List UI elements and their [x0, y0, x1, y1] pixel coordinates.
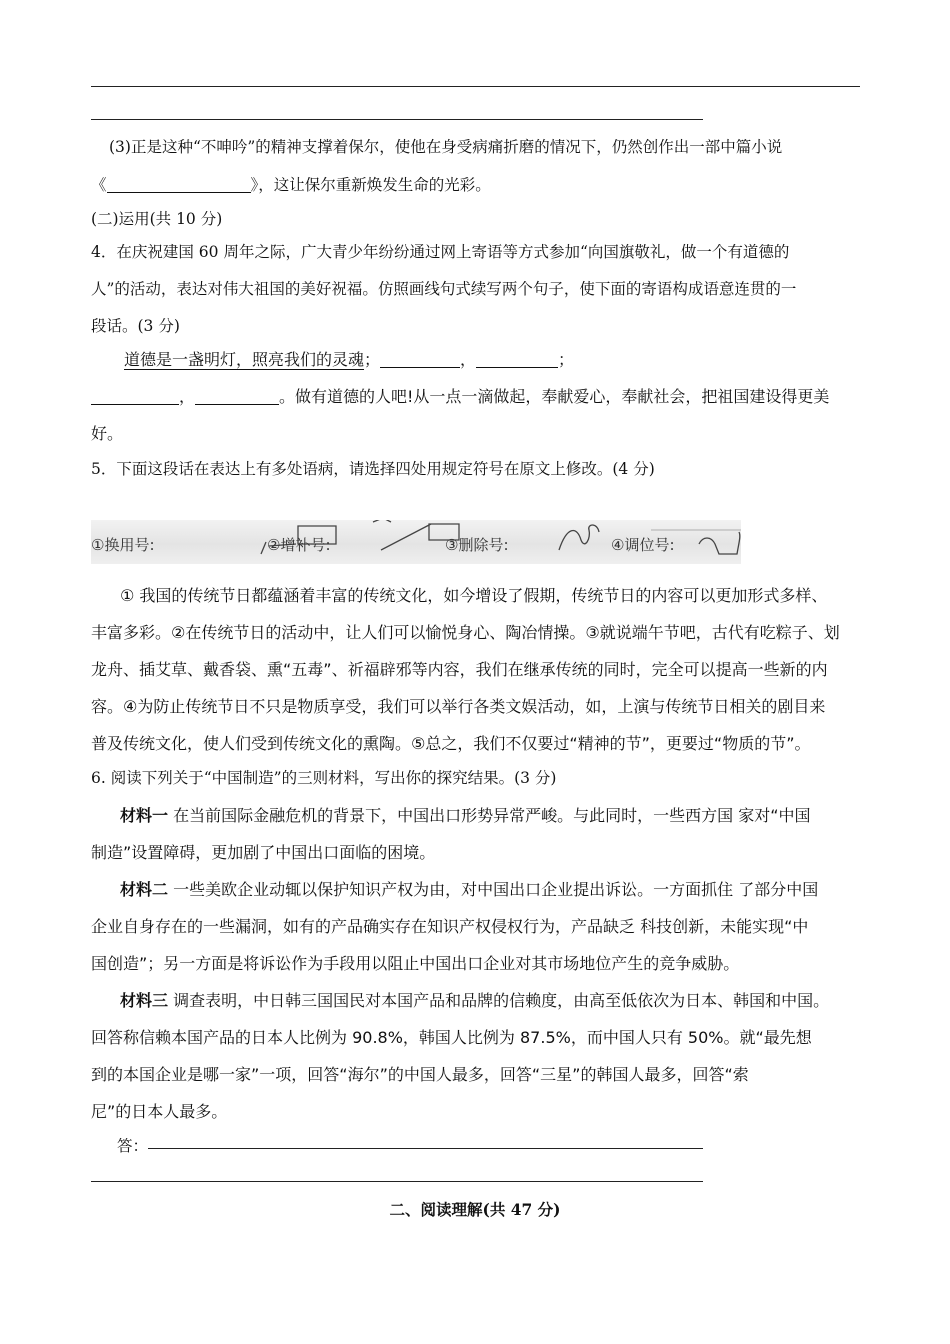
legend-replace-label: ①换用号: — [91, 536, 155, 554]
q6-material-3-line-2: 回答称信赖本国产品的日本人比例为 90.8%，韩国人比例为 87.5%，而中国人只有 50%。就“最先想 — [91, 1028, 812, 1047]
material-2-text: 一些美欧企业动辄以保护知识产权为由，对中国出口企业提出诉讼。一方面抓住 了部分中国 — [168, 880, 819, 899]
q5-passage-line-3: 龙舟、插艾草、戴香袋、熏“五毒”、祈福辟邪等内容，我们在继承传统的同时，完全可以提高一些新的内 — [91, 660, 828, 679]
q3-line-2-rest: 》，这让保尔重新焕发生命的光彩。 — [250, 176, 491, 194]
answer-rule-top-2 — [91, 119, 703, 120]
q6-material-2-line-1 — [120, 877, 818, 900]
q4-blank-4[interactable] — [195, 388, 279, 405]
q4-comma-2: ， — [179, 387, 196, 406]
q5-symbol-legend — [91, 520, 741, 564]
q6-material-3-line-4: 尼”的日本人最多。 — [91, 1102, 228, 1121]
q5-passage-line-5: 普及传统文化，使人们受到传统文化的熏陶。⑤总之，我们不仅要过“精神的节”，更要过“物质的节”。 — [91, 734, 811, 753]
q4-semicolon-2: ； — [558, 350, 575, 369]
legend-transpose-label: ④调位号: — [611, 536, 675, 554]
q4-blank-3[interactable] — [91, 388, 179, 405]
material-2-label: 材料二 — [120, 880, 169, 899]
q5-prompt: 5．下面这段话在表达上有多处语病，请选择四处用规定符号在原文上修改。(4 分) — [91, 460, 655, 478]
q4-comma-1: ， — [460, 350, 477, 369]
q6-prompt: 6. 阅读下列关于“中国制造”的三则材料，写出你的探究结果。(3 分) — [91, 769, 557, 787]
section-b-title: (二)运用(共 10 分) — [91, 210, 223, 228]
q4-example-sentence: 道德是一盏明灯，照亮我们的灵魂 — [124, 350, 365, 369]
q3-bracket-open: 《 — [91, 176, 107, 194]
material-1-text: 在当前国际金融危机的背景下，中国出口形势异常严峻。与此同时，一些西方国 家对“中国 — [168, 806, 811, 825]
q6-answer-line-1[interactable] — [148, 1148, 703, 1149]
q4-fill-line-1 — [124, 347, 574, 370]
q6-answer-line-2[interactable] — [91, 1181, 703, 1182]
q3-line-2 — [91, 173, 491, 195]
material-1-label: 材料一 — [120, 806, 169, 825]
legend-insert-label: ②增补号: — [267, 536, 331, 554]
q6-material-3-line-1 — [120, 988, 829, 1011]
q6-answer-label: 答： — [117, 1137, 149, 1155]
q4-line-1: 4．在庆祝建国 60 周年之际，广大青少年纷纷通过网上寄语等方式参加“向国旗敬礼，做一个有道德的 — [91, 243, 790, 261]
q6-material-2-line-3: 国创造”；另一方面是将诉讼作为手段用以阻止中国出口企业对其市场地位产生的竞争威胁。 — [91, 954, 740, 973]
q4-blank-2[interactable] — [476, 351, 558, 368]
q6-material-1-line-1 — [120, 803, 810, 826]
delete-mark-icon — [559, 525, 599, 550]
legend-delete-label: ③删除号: — [445, 536, 509, 554]
answer-rule-top-1 — [91, 86, 860, 87]
q4-line-2: 人”的活动，表达对伟大祖国的美好祝福。仿照画线句式续写两个句子，使下面的寄语构成语意连贯的一 — [91, 280, 797, 298]
q5-passage-line-2: 丰富多彩。②在传统节日的活动中，让人们可以愉悦身心、陶冶情操。③就说端午节吧，古代有吃粽子、划 — [91, 623, 840, 642]
transpose-mark-icon — [699, 532, 740, 554]
q4-blank-1[interactable] — [380, 351, 460, 368]
material-3-text: 调查表明，中日韩三国国民对本国产品和品牌的信赖度，由高至低依次为日本、韩国和中国。 — [168, 991, 830, 1010]
q4-fill-line-3: 好。 — [91, 424, 124, 443]
q3-line-1: (3)正是这种“不呻吟”的精神支撑着保尔，使他在身受病痛折磨的情况下，仍然创作出一部中篇小说 — [109, 138, 783, 156]
q5-passage-line-1: ① 我国的传统节日都蕴涵着丰富的传统文化，如今增设了假期，传统节日的内容可以更加形式多样、 — [120, 586, 828, 605]
q4-line-3: 段话。(3 分) — [91, 317, 180, 335]
q6-material-3-line-3: 到的本国企业是哪一家”一项，回答“海尔”的中国人最多，回答“三星”的韩国人最多，回答“索 — [91, 1065, 749, 1084]
q4-tail: 。做有道德的人吧!从一点一滴做起，奉献爱心，奉献社会，把祖国建设得更美 — [279, 387, 830, 406]
q5-passage-line-4: 容。④为防止传统节日不只是物质享受，我们可以举行各类文娱活动，如，上演与传统节日相关的剧目来 — [91, 697, 826, 716]
q6-material-1-line-2: 制造”设置障碍，更加剧了中国出口面临的困境。 — [91, 843, 436, 862]
q6-material-2-line-2: 企业自身存在的一些漏洞，如有的产品确实存在知识产权侵权行为，产品缺乏 科技创新，未能实现“中 — [91, 917, 809, 936]
q4-fill-line-2 — [91, 384, 829, 407]
material-3-label: 材料三 — [120, 991, 169, 1010]
q3-novel-title-blank[interactable] — [107, 176, 251, 193]
q4-semicolon-1: ； — [364, 350, 381, 369]
part-2-title: 二、阅读理解(共 47 分) — [389, 1200, 561, 1219]
